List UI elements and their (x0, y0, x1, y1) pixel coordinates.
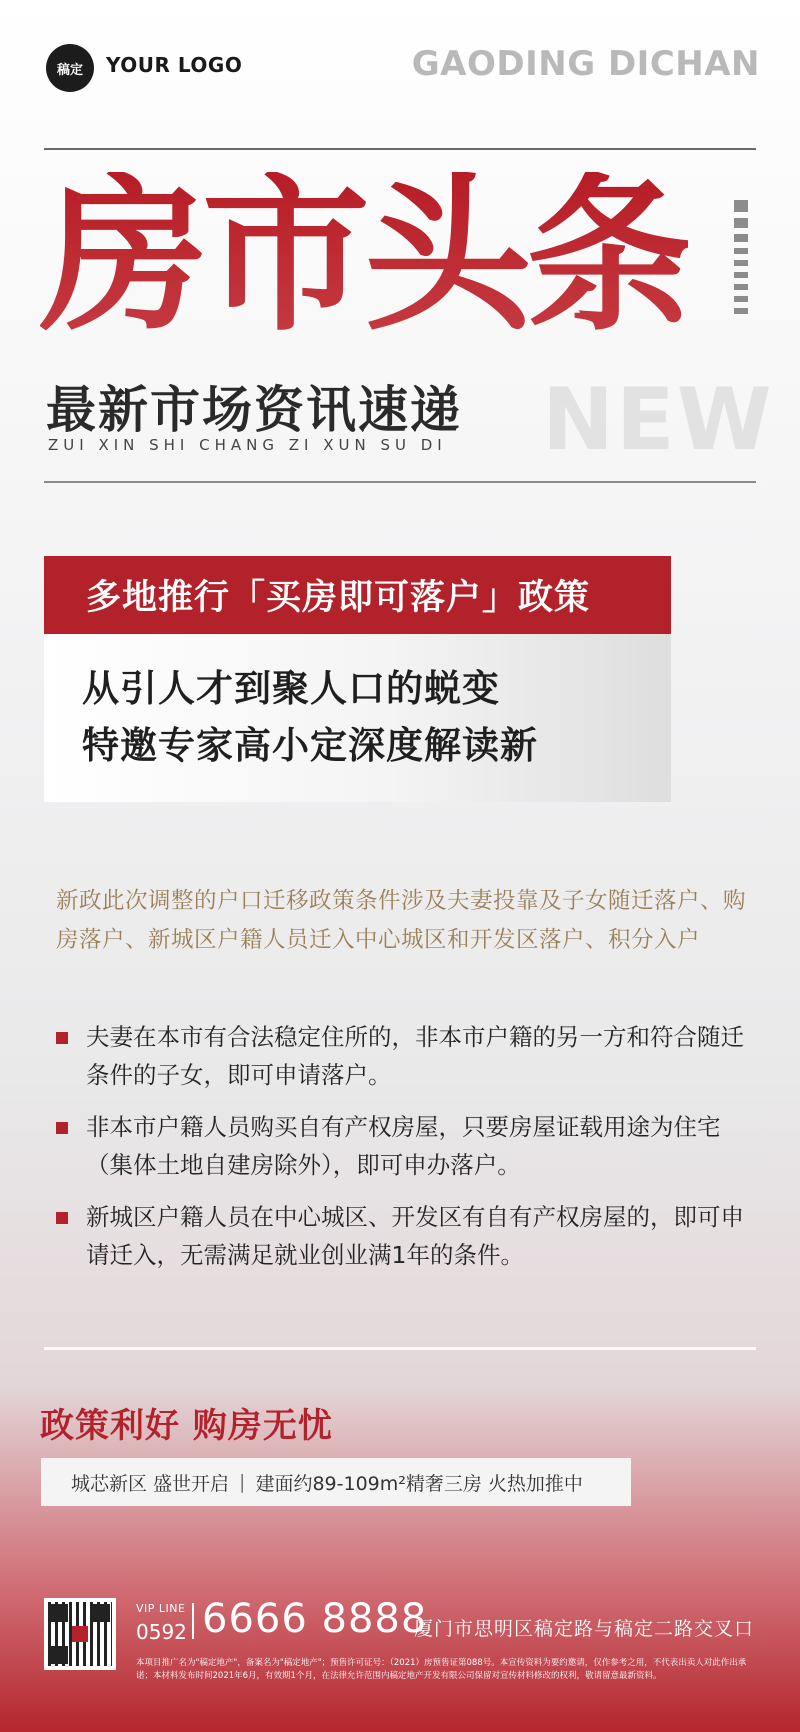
bullet-square-icon (56, 1032, 68, 1044)
list-item-text: 新城区户籍人员在中心城区、开发区有自有产权房屋的，即可申请迁入，无需满足就业创业满1年的条件。 (86, 1203, 744, 1269)
phone-number[interactable]: 6666 8888 (202, 1596, 428, 1642)
divider-mid (44, 481, 756, 483)
qr-code-icon (44, 1598, 116, 1670)
decorative-ticks (734, 200, 748, 320)
address: 厦门市思明区稿定路与稿定二路交叉口 (414, 1618, 755, 1640)
project-info-right: 建面约89-109m²精奢三房 火热加推中 (255, 1472, 583, 1495)
divider-bottom (44, 1347, 756, 1350)
list-item (56, 1198, 756, 1274)
intro-paragraph: 新政此次调整的户口迁移政策条件涉及夫妻投靠及子女随迁落户、购房落户、新城区户籍人员迁入中心城区和开发区落户、积分入户 (56, 888, 747, 953)
bullet-square-icon (56, 1212, 68, 1224)
footer-separator (192, 1603, 194, 1639)
feature-card (44, 634, 671, 802)
subtitle-pinyin: ZUI XIN SHI CHANG ZI XUN SU DI (48, 436, 447, 454)
disclaimer: 本项目推广名为"稿定地产"，备案名为"稿定地产"；预售许可证号：（2021）房预售证第088号。本宣传资料为要约邀请，仅作参考之用，不代表出卖人对此作出承诺；本材料发布时间2021年6月，有效期1个月，在法律允许范围内稿定地产开发有限公司保留对宣传材料修改的权利，敬请留意最新资料。 (136, 1658, 747, 1681)
list-item (56, 1018, 756, 1094)
policy-banner: 多地推行「买房即可落户」政策 (44, 556, 671, 634)
divider-top (44, 148, 756, 150)
logo-mark: 稿定 (46, 44, 94, 92)
list-item (56, 1108, 756, 1184)
project-info-left: 城芯新区 盛世开启 (71, 1472, 230, 1495)
vip-line-label: VIP LINE (136, 1602, 186, 1615)
feature-line-1: 从引人才到聚人口的蜕变 (82, 667, 500, 710)
area-code: 0592 (136, 1620, 187, 1644)
page-title: 房市头条 (40, 158, 688, 354)
info-separator: | (239, 1471, 246, 1493)
feature-line-2: 特邀专家高小定深度解读新 (82, 724, 538, 767)
brand-name: GAODING DICHAN (411, 44, 760, 84)
new-watermark: NEW (542, 370, 774, 470)
page-subtitle: 最新市场资讯速递 (46, 381, 462, 439)
bullet-square-icon (56, 1122, 68, 1134)
list-item-text: 夫妻在本市有合法稳定住所的，非本市户籍的另一方和符合随迁条件的子女，即可申请落户。 (86, 1023, 744, 1089)
logo-text: YOUR LOGO (106, 53, 243, 77)
slogan: 政策利好 购房无忧 (40, 1406, 333, 1446)
list-item-text: 非本市户籍人员购买自有产权房屋，只要房屋证载用途为住宅（集体土地自建房除外），即可申办落户。 (86, 1113, 721, 1179)
project-info-box (41, 1458, 631, 1506)
